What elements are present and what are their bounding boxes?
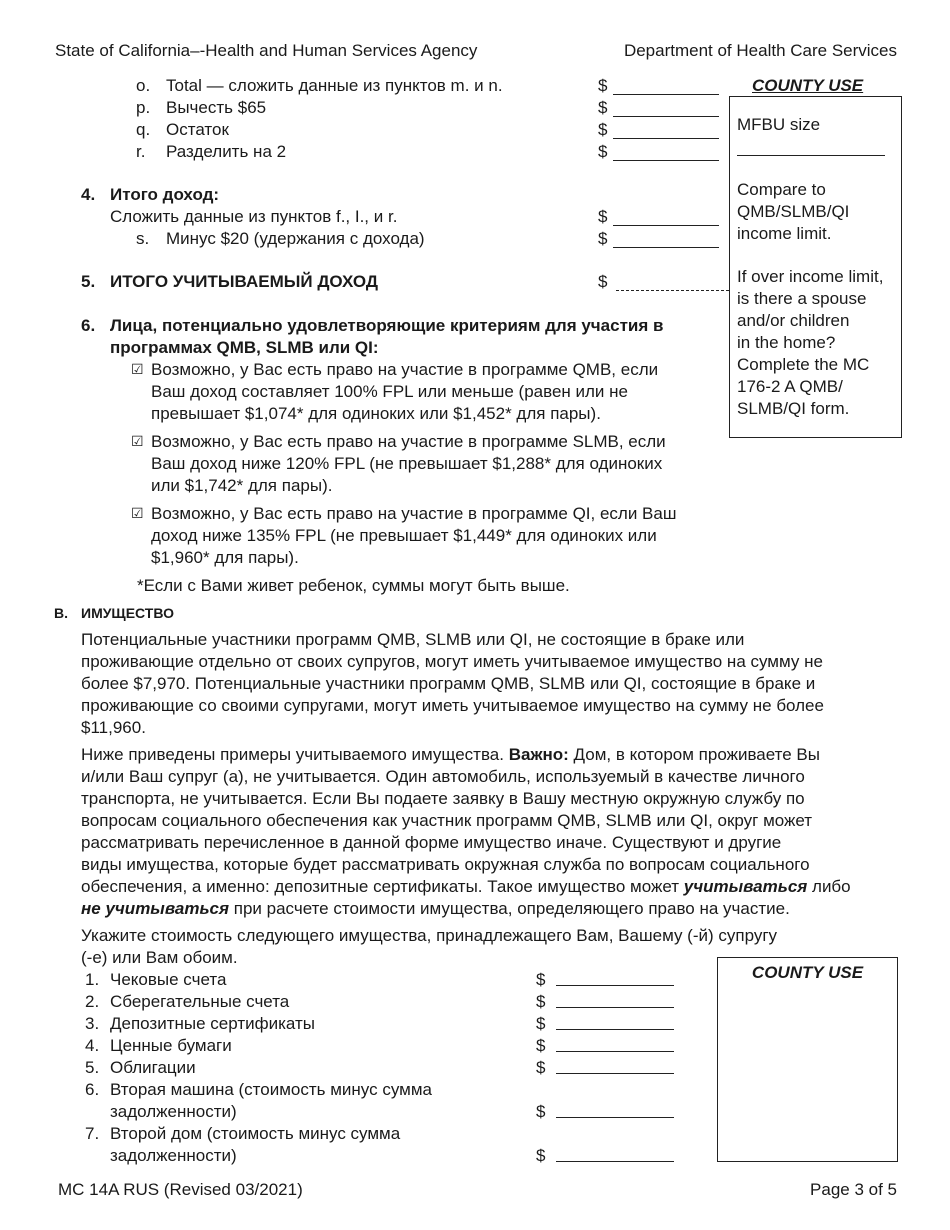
asset-2-number: 2. (85, 992, 100, 1011)
asset-6-number: 6. (85, 1080, 100, 1099)
item6-number: 6. (81, 316, 96, 335)
line-q-text: Остаток (166, 120, 229, 139)
county-use-box-2 (717, 957, 898, 1162)
asset-1-currency: $ (536, 970, 546, 989)
over-line-4: in the home? (737, 333, 836, 352)
item4-title: Итого доход: (110, 185, 220, 204)
line-s-text: Минус $20 (удержания с дохода) (166, 229, 425, 248)
county-use-box-1 (729, 96, 902, 438)
slmb-checkbox-icon[interactable]: ☑ (131, 434, 144, 450)
item6-title-line2: программах QMB, SLMB или QI: (110, 338, 379, 357)
mfbu-size-label: MFBU size (737, 115, 821, 134)
item5-currency: $ (598, 272, 608, 291)
item4-line1: Сложить данные из пунктов f., I., и r. (110, 207, 398, 226)
asset-7-number: 7. (85, 1124, 100, 1143)
line-r-amount-field[interactable] (613, 160, 719, 161)
over-line-5: Complete the MC (737, 355, 870, 374)
item5-title: ИТОГО УЧИТЫВАЕМЫЙ ДОХОД (110, 272, 379, 291)
para1-line4: проживающие со своими супругами, могут иметь учитываемое имущество на сумму не более (81, 696, 824, 715)
over-line-2: is there a spouse (737, 289, 867, 308)
not-counted-emphasis: не учитываться (81, 899, 230, 918)
over-line-1: If over income limit, (737, 267, 884, 286)
line-q-currency: $ (598, 120, 608, 139)
qi-checkbox-icon[interactable]: ☑ (131, 506, 144, 522)
para2-line8-b: при расчете стоимости имущества, определяющего право на участие. (229, 899, 790, 918)
qi-option-line1: Возможно, у Вас есть право на участие в программе QI, если Ваш (151, 504, 677, 523)
para2-line1-a: Ниже приведены примеры учитываемого имущества. (81, 745, 509, 764)
para2-line6: виды имущества, которые будет рассматривать окружная служба по вопросам социального (81, 855, 810, 874)
slmb-option-line3: или $1,742* для пары). (151, 476, 333, 495)
line-s-amount-field[interactable] (613, 247, 719, 248)
asset-6-amount-field[interactable] (556, 1117, 674, 1118)
asset-6-label-line1: Вторая машина (стоимость минус сумма (110, 1080, 432, 1099)
asset-3-amount-field[interactable] (556, 1029, 674, 1030)
line-r-currency: $ (598, 142, 608, 161)
para2-line4: вопросам социального обеспечения как участник программ QMB, SLMB или QI, округ может (81, 811, 813, 830)
section-b-letter: B. (54, 605, 68, 621)
asset-2-currency: $ (536, 992, 546, 1011)
line-p-currency: $ (598, 98, 608, 117)
asset-4-currency: $ (536, 1036, 546, 1055)
slmb-option-line2: Ваш доход ниже 120% FPL (не превышает $1,288* для одиноких (151, 454, 663, 473)
item4-currency: $ (598, 207, 608, 226)
over-line-7: SLMB/QI form. (737, 399, 850, 418)
para3-line1: Укажите стоимость следующего имущества, принадлежащего Вам, Вашему (-й) супругу (81, 926, 778, 945)
para2-line3: транспорта, не учитывается. Если Вы подаете заявку в Вашу местную окружную службу по (81, 789, 805, 808)
line-r-text: Разделить на 2 (166, 142, 287, 161)
asset-5-amount-field[interactable] (556, 1073, 674, 1074)
para2-line7-a: обеспечения, а именно: депозитные сертификаты. Такое имущество может (81, 877, 684, 896)
asset-3-label: Депозитные сертификаты (110, 1014, 315, 1033)
asset-7-currency: $ (536, 1146, 546, 1165)
department-name: Department of Health Care Services (623, 41, 897, 60)
item4-amount-field[interactable] (613, 225, 719, 226)
asset-4-number: 4. (85, 1036, 100, 1055)
item6-footnote: *Если с Вами живет ребенок, суммы могут быть выше. (137, 576, 570, 595)
qmb-option-line2: Ваш доход составляет 100% FPL или меньше (равен или не (151, 382, 628, 401)
para1-line3: более $7,970. Потенциальные участники программ QMB, SLMB или QI, состоящие в браке и (81, 674, 816, 693)
line-p-letter: p. (136, 98, 151, 117)
compare-line-1: Compare to (737, 180, 826, 199)
line-p-text: Вычесть $65 (166, 98, 267, 117)
item5-amount-field[interactable] (616, 290, 729, 291)
item4-number: 4. (81, 185, 96, 204)
asset-6-label-line2: задолженности) (110, 1102, 237, 1121)
line-r-letter: r. (136, 142, 146, 161)
line-p-amount-field[interactable] (613, 116, 719, 117)
line-q-amount-field[interactable] (613, 138, 719, 139)
line-o-currency: $ (598, 76, 608, 95)
mfbu-size-field[interactable] (737, 155, 885, 156)
line-o-letter: o. (136, 76, 151, 95)
important-label: Важно: (508, 745, 569, 764)
slmb-option-line1: Возможно, у Вас есть право на участие в программе SLMB, если (151, 432, 666, 451)
asset-5-number: 5. (85, 1058, 100, 1077)
asset-5-label: Облигации (110, 1058, 196, 1077)
para2-line1 (81, 744, 820, 766)
item5-number: 5. (81, 272, 96, 291)
asset-7-label-line1: Второй дом (стоимость минус сумма (110, 1124, 401, 1143)
asset-2-amount-field[interactable] (556, 1007, 674, 1008)
para1-line5: $11,960. (81, 718, 146, 737)
asset-3-currency: $ (536, 1014, 546, 1033)
para3-line2: (-е) или Вам обоим. (81, 948, 238, 967)
county-use-title-2: COUNTY USE (751, 963, 864, 982)
para2-line7-c: либо (807, 877, 851, 896)
section-b-title: ИМУЩЕСТВО (81, 605, 175, 621)
asset-2-label: Сберегательные счета (110, 992, 290, 1011)
line-o-amount-field[interactable] (613, 94, 719, 95)
over-line-6: 176-2 A QMB/ (737, 377, 843, 396)
para1-line2: проживающие отдельно от своих супругов, могут иметь учитываемое имущество на сумму не (81, 652, 823, 671)
qmb-option-line1: Возможно, у Вас есть право на участие в программе QMB, если (151, 360, 659, 379)
counted-emphasis: учитываться (683, 877, 808, 896)
asset-1-label: Чековые счета (110, 970, 227, 989)
para2-line2: и/или Ваш супруг (а), не учитывается. Один автомобиль, используемый в качестве личного (81, 767, 805, 786)
item6-title-line1: Лица, потенциально удовлетворяющие критериям для участия в (110, 316, 664, 335)
form-id: MC 14A RUS (Revised 03/2021) (58, 1180, 303, 1199)
asset-1-amount-field[interactable] (556, 985, 674, 986)
asset-3-number: 3. (85, 1014, 100, 1033)
para2-line8 (81, 898, 790, 920)
qmb-option-line3: превышает $1,074* для одиноких или $1,452* для пары). (151, 404, 601, 423)
county-use-title-1: COUNTY USE (752, 76, 864, 95)
qi-option-line2: доход ниже 135% FPL (не превышает $1,449* для одиноких или (151, 526, 657, 545)
compare-line-2: QMB/SLMB/QI (737, 202, 850, 221)
line-q-letter: q. (136, 120, 151, 139)
compare-line-3: income limit. (737, 224, 832, 243)
asset-6-currency: $ (536, 1102, 546, 1121)
asset-4-label: Ценные бумаги (110, 1036, 232, 1055)
para1-line1: Потенциальные участники программ QMB, SLMB или QI, не состоящие в браке или (81, 630, 745, 649)
qmb-checkbox-icon[interactable]: ☑ (131, 362, 144, 378)
line-o-text: Total — сложить данные из пунктов m. и n. (166, 76, 503, 95)
agency-name: State of California–-Health and Human Services Agency (55, 41, 478, 60)
para2-line7 (81, 876, 851, 898)
asset-1-number: 1. (85, 970, 100, 989)
asset-4-amount-field[interactable] (556, 1051, 674, 1052)
page-number: Page 3 of 5 (810, 1180, 897, 1199)
line-s-currency: $ (598, 229, 608, 248)
over-line-3: and/or children (737, 311, 850, 330)
para2-line1-c: Дом, в котором проживаете Вы (568, 745, 820, 764)
asset-5-currency: $ (536, 1058, 546, 1077)
para2-line5: рассматривать перечисленное в данной форме имущество иначе. Существуют и другие (81, 833, 782, 852)
asset-7-label-line2: задолженности) (110, 1146, 237, 1165)
qi-option-line3: $1,960* для пары). (151, 548, 299, 567)
asset-7-amount-field[interactable] (556, 1161, 674, 1162)
line-s-letter: s. (136, 229, 150, 248)
